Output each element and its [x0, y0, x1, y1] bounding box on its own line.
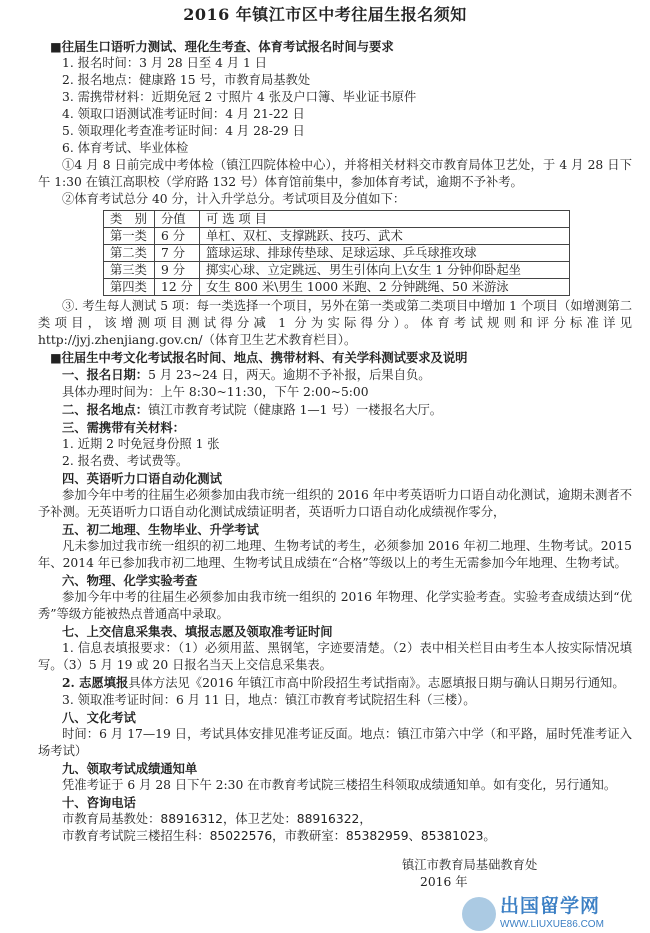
- cell: 12 分: [155, 279, 200, 296]
- section1-heading: ■往届生口语听力测试、理化生考查、体育考试报名时间与要求: [50, 39, 394, 54]
- cell: 女生 800 米\男生 1000 米跑、2 分钟跳绳、50 米游泳: [200, 279, 570, 296]
- text: 凡未参加过我市统一组织的初二地理、生物考试的考生，必须参加 2016 年初二地理、生物考试。2015 年、2014 年已参加我市初二地理、生物考试且成绩在“合格”等级以上的考生无需参加今年地理、生物考试。: [38, 539, 632, 570]
- label: 二、报名地点：: [62, 402, 149, 417]
- list-item: 2. 报名费、考试费等。: [62, 454, 189, 468]
- watermark-logo-icon: [462, 897, 496, 931]
- table-header: [104, 211, 570, 228]
- cell: 6 分: [155, 228, 200, 245]
- s1-item: 5. 领取理化考查准考证时间：4 月 28-29 日: [62, 124, 305, 138]
- pe-score-table: [103, 210, 570, 296]
- header-cell: 分值: [155, 211, 200, 228]
- cell: 单杠、双杠、支撑跳跃、技巧、武术: [200, 228, 570, 245]
- list-item: 1. 近期 2 吋免冠身份照 1 张: [62, 437, 220, 451]
- header-cell: 可 选 项 目: [200, 211, 570, 228]
- cell: 第四类: [104, 279, 155, 296]
- text: 凭准考证于 6 月 28 日下午 2:30 在市教育考试院三楼招生科领取成绩通知单。如有变化，另行通知。: [62, 778, 617, 792]
- s1-p2: ②体育考试总分 40 分，计入升学总分。考试项目及分值如下：: [62, 192, 406, 206]
- document-body: [38, 38, 632, 845]
- s1-item: 4. 领取口语测试准考证时间：4 月 21-22 日: [62, 107, 305, 121]
- cell: 掷实心球、立定跳远、男生引体向上\女生 1 分钟仰卧起坐: [200, 262, 570, 279]
- table-row: [104, 279, 570, 296]
- section2-heading: ■往届生中考文化考试报名时间、地点、携带材料、有关学科测试要求及说明: [50, 350, 468, 365]
- signature-date: 2016 年: [420, 875, 468, 889]
- subheading: 九、领取考试成绩通知单: [62, 761, 198, 776]
- label: 一、报名日期：: [62, 367, 149, 382]
- text: 市教育局基教处：88916312，体卫艺处：88916322，: [62, 812, 372, 826]
- subheading: 六、物理、化学实验考查: [62, 573, 198, 588]
- table-row: [104, 245, 570, 262]
- text: 具体方法见《2016 年镇江市高中阶段招生考试指南》。志愿填报日期与确认日期另行通知。: [128, 676, 625, 690]
- s1-p1: ①4 月 8 日前完成中考体检（镇江四院体检中心），并将相关材料交市教育局体卫艺处，于 4 月 28 日下午 1:30 在镇江高职校（学府路 132 号）体育馆前集中，参加体育考试，逾期不予补考。: [38, 158, 632, 189]
- page-title: 2016 年镇江市区中考往届生报名须知: [183, 5, 467, 24]
- table-row: [104, 262, 570, 279]
- text: 镇江市教育考试院（健康路 1—1 号）一楼报名大厅。: [148, 403, 443, 417]
- label: 2. 志愿填报: [62, 675, 129, 690]
- header-cell: 类 别: [104, 211, 155, 228]
- text: 时间：6 月 17—19 日，考试具体安排见准考证反面。地点：镇江市第六中学（和平路，届时凭准考证入场考试）: [38, 727, 632, 758]
- text: 3. 领取准考证时间：6 月 11 日，地点：镇江市教育考试院招生科（三楼）。: [62, 693, 476, 707]
- cell: 第三类: [104, 262, 155, 279]
- s1-item: 3. 需携带材料：近期免冠 2 寸照片 4 张及户口簿、毕业证书原件: [62, 90, 417, 104]
- text: 5 月 23~24 日，两天。逾期不予补报，后果自负。: [148, 368, 431, 382]
- subheading: 五、初二地理、生物毕业、升学考试: [62, 522, 259, 537]
- cell: 第二类: [104, 245, 155, 262]
- s1-item: 6. 体育考试、毕业体检: [62, 141, 189, 155]
- cell: 9 分: [155, 262, 200, 279]
- subheading: 十、咨询电话: [62, 795, 136, 810]
- subheading: 八、文化考试: [62, 710, 136, 725]
- signature-org: 镇江市教育局基础教育处: [402, 858, 538, 872]
- cell: 第一类: [104, 228, 155, 245]
- watermark-url: WWW.LIUXUE86.COM: [500, 919, 604, 930]
- text: 市教育考试院三楼招生科：85022576，市教研室：85382959、85381023。: [62, 829, 496, 843]
- text: 参加今年中考的往届生必须参加由我市统一组织的 2016 年中考英语听力口语自动化测试，逾期未测者不予补测。无英语听力口语自动化测试成绩证明者，英语听力口语自动化成绩视作零分，: [38, 488, 632, 519]
- s1-p3: ③. 考生每人测试 5 项：每一类选择一个项目，另外在第一类或第二类项目中增加 1 个项目（如增测第二类项目，该增测项目测试得分减 1 分为实际得分）。体育考试规则和评分标准详见 http://jyj.zhenjiang.gov.cn/（体育卫生艺术教育栏目）。: [38, 299, 632, 347]
- subheading: 七、上交信息采集表、填报志愿及领取准考证时间: [62, 624, 333, 639]
- watermark-name: 出国留学网: [500, 895, 601, 917]
- watermark: [462, 895, 632, 933]
- s1-item: 1. 报名时间：3 月 28 日至 4 月 1 日: [62, 56, 268, 70]
- text: 参加今年中考的往届生必须参加由我市统一组织的 2016 年物理、化学实验考查。实验考查成绩达到“优秀”等级方能被热点普通高中录取。: [38, 590, 632, 621]
- text: 具体办理时间为：上午 8:30~11:30，下午 2:00~5:00: [62, 385, 369, 399]
- cell: 篮球运球、排球传垫球、足球运球、乒乓球推攻球: [200, 245, 570, 262]
- cell: 7 分: [155, 245, 200, 262]
- s1-item: 2. 报名地点：健康路 15 号，市教育局基教处: [62, 73, 311, 87]
- table-row: [104, 228, 570, 245]
- signature: [402, 857, 650, 891]
- subheading: 三、需携带有关材料：: [62, 420, 185, 435]
- subheading: 四、英语听力口语自动化测试: [62, 471, 222, 486]
- text: 1. 信息表填报要求：（1）必须用蓝、黑钢笔，字迹要清楚。（2）表中相关栏目由考生本人按实际情况填写。（3）5 月 19 或 20 日报名当天上交信息采集表。: [38, 641, 632, 672]
